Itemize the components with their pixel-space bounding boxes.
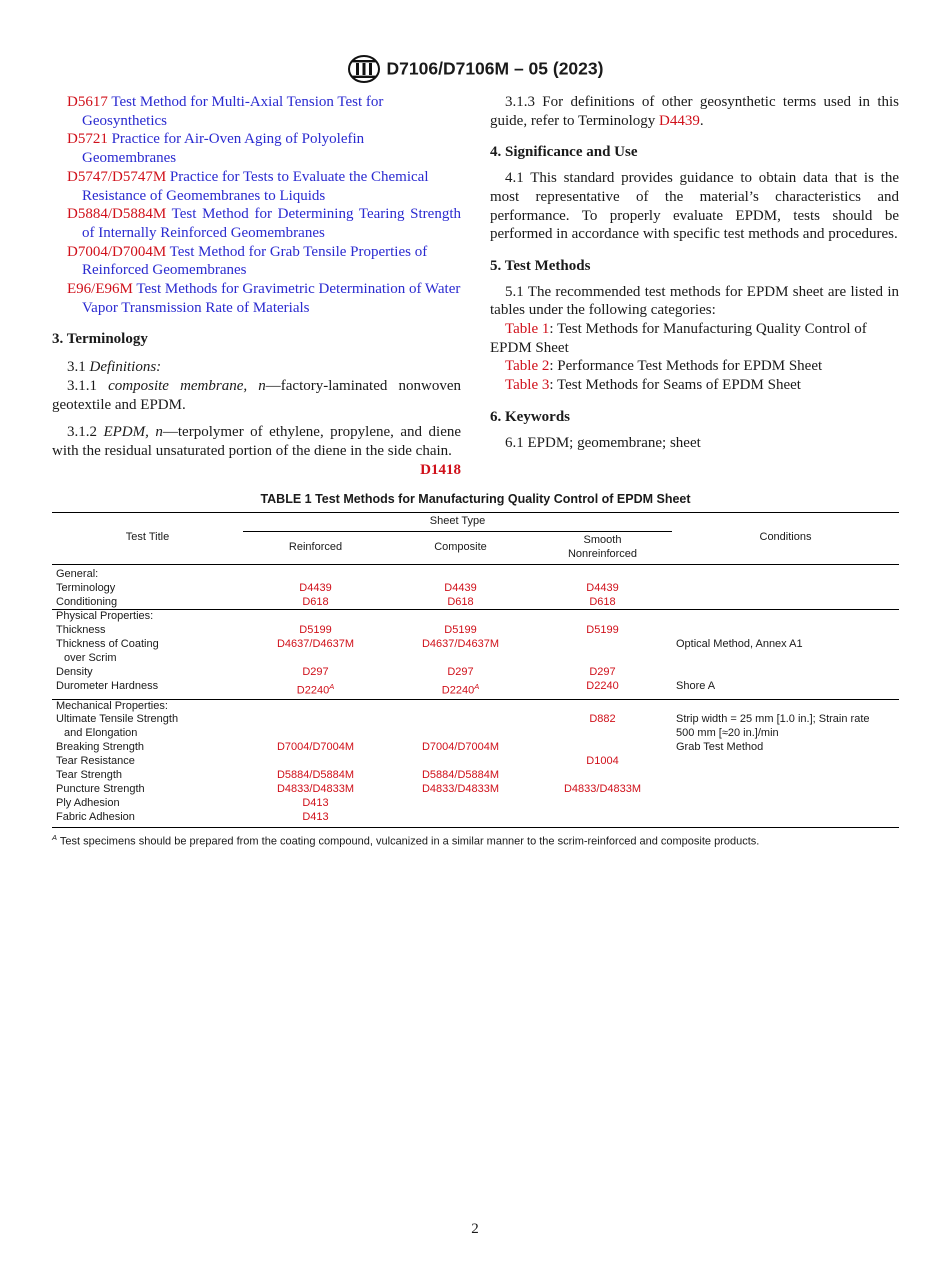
cell-title: General: bbox=[56, 567, 99, 580]
cell-reinforced[interactable]: D413 bbox=[302, 796, 329, 809]
cell-title: Puncture Strength bbox=[56, 782, 145, 795]
reference-code[interactable]: D5721 bbox=[67, 131, 108, 148]
cell-composite[interactable]: D4439 bbox=[444, 581, 477, 594]
cell-smooth[interactable]: D5199 bbox=[586, 624, 619, 637]
cell-reinforced[interactable]: D4439 bbox=[299, 581, 332, 594]
cell-smooth bbox=[533, 797, 672, 811]
cell-conditions bbox=[672, 666, 899, 680]
table-list-item: Table 1: Test Methods for Manufacturing Quality Control of EPDM Sheet bbox=[490, 321, 867, 356]
table-caption: TABLE 1 Test Methods for Manufacturing Quality Control of EPDM Sheet bbox=[260, 492, 691, 506]
cell-title: Durometer Hardness bbox=[56, 679, 159, 692]
cell-reinforced bbox=[243, 727, 388, 741]
cell-reinforced[interactable]: D5199 bbox=[299, 624, 332, 637]
table-row bbox=[52, 769, 899, 783]
table-row bbox=[52, 727, 899, 741]
cell-composite[interactable]: D4637/D4637M bbox=[421, 638, 500, 651]
cell-composite[interactable]: D5884/D5884M bbox=[421, 769, 500, 782]
reference-item: D7004/D7004M Test Method for Grab Tensile Properties of Reinforced Geomembranes bbox=[67, 243, 428, 279]
table-1 bbox=[52, 492, 899, 847]
definition-3-1-1: 3.1.1 composite membrane, n—factory-laminated nonwoven geotextile and EPDM. bbox=[52, 377, 461, 413]
cell-smooth[interactable]: D297 bbox=[589, 666, 616, 679]
table-list-item: Table 2: Performance Test Methods for EPDM Sheet bbox=[505, 358, 823, 375]
cell-title: Breaking Strength bbox=[56, 741, 145, 754]
reference-code[interactable]: E96/E96M bbox=[67, 281, 133, 298]
cell-title: Ultimate Tensile Strength bbox=[56, 713, 179, 726]
reference-d1418-link[interactable]: D1418 bbox=[420, 461, 461, 478]
cell-reinforced[interactable]: D7004/D7004M bbox=[276, 741, 355, 754]
cell-smooth[interactable]: D882 bbox=[589, 713, 616, 726]
right-column bbox=[490, 93, 899, 452]
cell-conditions bbox=[672, 652, 899, 666]
cell-reinforced bbox=[243, 610, 388, 624]
cell-title: Terminology bbox=[56, 581, 116, 594]
cell-composite bbox=[388, 727, 533, 741]
cell-title: Density bbox=[56, 666, 93, 679]
cell-reinforced[interactable]: $D2240^A$ bbox=[296, 681, 335, 697]
cell-title: Ply Adhesion bbox=[56, 796, 120, 809]
cell-smooth bbox=[533, 769, 672, 783]
astm-logo-icon bbox=[347, 54, 381, 84]
reference-item: E96/E96M Test Methods for Gravimetric Determination of Water Vapor Transmission Rate of Materials bbox=[67, 281, 461, 316]
reference-item: D5884/D5884M Test Method for Determining Tearing Strength of Internally Reinforced Geomembranes bbox=[67, 206, 461, 241]
table-row bbox=[52, 699, 899, 713]
reference-item: D5617 Test Method for Multi-Axial Tension Test for Geosynthetics bbox=[67, 94, 384, 129]
cell-composite bbox=[388, 610, 533, 624]
document-title: D7106/D7106M – 05 (2023) bbox=[386, 58, 604, 79]
cell-reinforced[interactable]: D4637/D4637M bbox=[276, 638, 355, 651]
page-header bbox=[0, 54, 950, 84]
cell-smooth bbox=[533, 811, 672, 827]
cell-conditions bbox=[672, 811, 899, 827]
cell-composite bbox=[388, 713, 533, 727]
cell-conditions bbox=[672, 699, 899, 713]
cell-conditions bbox=[672, 624, 899, 638]
cell-composite bbox=[388, 652, 533, 666]
table-row bbox=[52, 797, 899, 811]
table-2-link[interactable]: Table 2 bbox=[505, 358, 550, 375]
footnote-marker: A bbox=[329, 681, 335, 691]
keywords-text: 6.1 EPDM; geomembrane; sheet bbox=[505, 434, 701, 451]
table-row bbox=[52, 638, 899, 652]
reference-item: D5747/D5747M Practice for Tests to Evaluate the Chemical Resistance of Geomembranes to Liquids bbox=[67, 168, 429, 204]
definition-3-1-2: 3.1.2 EPDM, n—terpolymer of ethylene, propylene, and diene with the residual unsaturated portion of the diene in the side chain. D1418 bbox=[52, 424, 462, 478]
table-row bbox=[52, 624, 899, 638]
table-row bbox=[52, 741, 899, 755]
cell-title: over Scrim bbox=[64, 652, 117, 665]
cell-composite[interactable]: D618 bbox=[447, 595, 474, 608]
cell-smooth bbox=[533, 638, 672, 652]
table-row bbox=[52, 680, 899, 699]
cell-smooth bbox=[533, 699, 672, 713]
cell-title: Physical Properties: bbox=[52, 610, 243, 624]
cell-composite[interactable]: D4833/D4833M bbox=[421, 782, 500, 795]
table-row bbox=[52, 713, 899, 727]
cell-conditions bbox=[672, 596, 899, 610]
cell-reinforced bbox=[243, 652, 388, 666]
definition-3-1-3: 3.1.3 For definitions of other geosynthetic terms used in this guide, refer to Terminology D4439. bbox=[490, 94, 899, 129]
footnote-marker: A bbox=[474, 681, 480, 691]
table-row bbox=[52, 596, 899, 610]
cell-reinforced bbox=[243, 755, 388, 769]
reference-code[interactable]: D5747/D5747M bbox=[67, 168, 167, 185]
test-methods-text: 5.1 The recommended test methods for EPDM sheet are listed in tables under the following categories: bbox=[490, 283, 899, 319]
table-row bbox=[52, 564, 899, 581]
table-row bbox=[52, 666, 899, 680]
cell-title: and Elongation bbox=[64, 727, 138, 740]
cell-title: Fabric Adhesion bbox=[52, 811, 243, 827]
header-reinforced: Reinforced bbox=[288, 540, 343, 553]
table-row bbox=[52, 652, 899, 666]
reference-item: D5721 Practice for Air-Oven Aging of Polyolefin Geomembranes bbox=[67, 131, 365, 167]
cell-composite[interactable]: D7004/D7004M bbox=[421, 741, 500, 754]
cell-smooth[interactable]: D4833/D4833M bbox=[563, 782, 642, 795]
header-sheet-type: Sheet Type bbox=[243, 513, 672, 532]
header-test-title: Test Title bbox=[52, 513, 243, 565]
cell-title: Thickness bbox=[56, 624, 106, 637]
section-heading-terminology: 3. Terminology bbox=[52, 331, 148, 348]
cell-conditions: Shore A bbox=[676, 679, 716, 692]
cell-title: Mechanical Properties: bbox=[52, 699, 243, 713]
cell-composite bbox=[388, 699, 533, 713]
cell-reinforced bbox=[243, 564, 388, 581]
cell-smooth[interactable]: D2240 bbox=[586, 679, 619, 692]
section-heading-keywords: 6. Keywords bbox=[490, 408, 570, 425]
definition-3-1: 3.1 Definitions: bbox=[67, 359, 162, 376]
cell-conditions bbox=[672, 769, 899, 783]
table-3-link[interactable]: Table 3 bbox=[505, 377, 550, 394]
cell-reinforced[interactable]: D297 bbox=[302, 666, 329, 679]
cell-title: Conditioning bbox=[56, 595, 118, 608]
cell-conditions bbox=[672, 797, 899, 811]
cell-reinforced[interactable]: D618 bbox=[302, 595, 329, 608]
cell-title: Thickness of Coating bbox=[56, 638, 159, 651]
left-column bbox=[52, 93, 461, 479]
cell-conditions bbox=[672, 582, 899, 596]
reference-d4439-link[interactable]: D4439 bbox=[659, 112, 700, 129]
reference-code[interactable]: D7004/D7004M bbox=[67, 243, 167, 260]
cell-title: Tear Resistance bbox=[56, 755, 135, 768]
cell-smooth bbox=[533, 610, 672, 624]
cell-conditions bbox=[672, 755, 899, 769]
cell-reinforced[interactable]: D5884/D5884M bbox=[276, 769, 355, 782]
test-methods-table bbox=[52, 512, 899, 828]
cell-smooth bbox=[533, 564, 672, 581]
cell-title: Tear Strength bbox=[56, 769, 123, 782]
cell-conditions bbox=[672, 783, 899, 797]
table-1-link[interactable]: Table 1 bbox=[505, 321, 550, 338]
cell-conditions: Grab Test Method bbox=[676, 741, 764, 754]
table-row bbox=[52, 811, 899, 827]
cell-smooth bbox=[533, 741, 672, 755]
cell-composite bbox=[388, 564, 533, 581]
cell-reinforced bbox=[243, 699, 388, 713]
reference-code[interactable]: D5617 bbox=[67, 94, 108, 110]
cell-composite bbox=[388, 797, 533, 811]
header-smooth: Smooth Nonreinforced bbox=[567, 533, 638, 560]
cell-smooth bbox=[533, 727, 672, 741]
cell-composite bbox=[388, 755, 533, 769]
cell-composite[interactable]: $D2240^A$ bbox=[441, 681, 480, 697]
table-footnote: $^A$ Test specimens should be prepared from the coating compound, vulcanized in a similar manner to the scrim-reinforced and composite products. bbox=[52, 832, 760, 848]
cell-smooth[interactable]: D4439 bbox=[586, 581, 619, 594]
section-heading-test-methods: 5. Test Methods bbox=[490, 257, 591, 274]
cell-smooth[interactable]: D618 bbox=[589, 595, 616, 608]
cell-conditions: Strip width = 25 mm [1.0 in.]; Strain rate bbox=[676, 713, 870, 726]
cell-conditions: Optical Method, Annex A1 bbox=[676, 638, 803, 651]
cell-reinforced[interactable]: D4833/D4833M bbox=[276, 782, 355, 795]
cell-conditions bbox=[672, 610, 899, 624]
cell-conditions: 500 mm [≈20 in.]/min bbox=[676, 727, 779, 740]
cell-reinforced[interactable]: D413 bbox=[243, 811, 388, 827]
header-composite: Composite bbox=[434, 540, 487, 553]
reference-code[interactable]: D5884/D5884M bbox=[67, 206, 167, 223]
header-conditions: Conditions bbox=[672, 513, 899, 565]
cell-smooth bbox=[533, 652, 672, 666]
table-row bbox=[52, 582, 899, 596]
cell-conditions bbox=[672, 564, 899, 581]
table-list-item: Table 3: Test Methods for Seams of EPDM Sheet bbox=[505, 377, 801, 394]
cell-composite[interactable]: D297 bbox=[447, 666, 474, 679]
cell-composite[interactable]: D5199 bbox=[444, 624, 477, 637]
table-row bbox=[52, 610, 899, 624]
table-row bbox=[52, 783, 899, 797]
cell-smooth[interactable]: D1004 bbox=[586, 755, 619, 768]
section-heading-significance: 4. Significance and Use bbox=[490, 144, 638, 161]
cell-composite bbox=[388, 811, 533, 827]
cell-reinforced bbox=[243, 713, 388, 727]
significance-text: 4.1 This standard provides guidance to obtain data that is the most representative of the material’s characteristics and performance. To properly evaluate EPDM, tests should be performed in accordance with specific test methods and procedures. bbox=[490, 170, 899, 243]
page-number: 2 bbox=[471, 1221, 479, 1237]
table-row bbox=[52, 755, 899, 769]
